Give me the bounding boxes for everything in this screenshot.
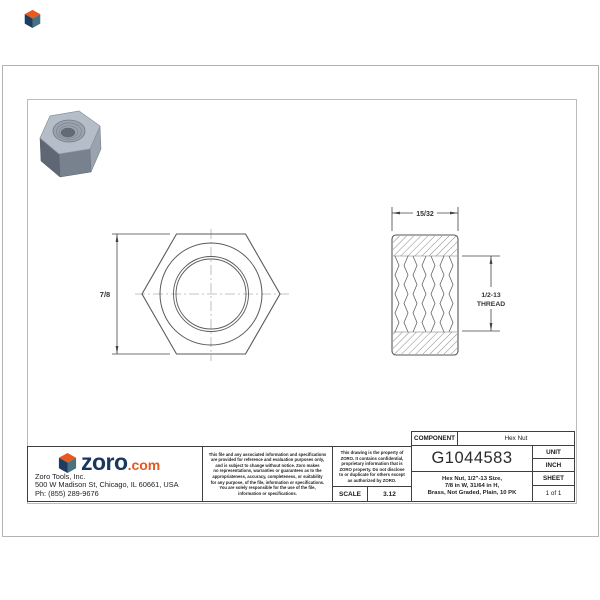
front-view (135, 229, 289, 361)
legal-line: and is subject to change without notice. Zoro makes (215, 462, 320, 468)
zoro-cube-icon (23, 8, 42, 29)
legal-line: appropriateness, accuracy, completeness, or suitability (212, 474, 323, 479)
scale-label: SCALE (333, 487, 368, 501)
property-line: This drawing is the property of (340, 450, 404, 455)
front-width-label: 7/8 (99, 290, 111, 299)
property-line: to or duplicate for others except (339, 472, 405, 477)
company-phone: Ph: (855) 289-9676 (35, 488, 99, 498)
sheet-value: 1 of 1 (545, 490, 562, 497)
legal-line: no representations, warranties or guarantees as to the (213, 468, 322, 474)
side-view (392, 235, 458, 355)
zoro-logo (81, 449, 160, 476)
hex-nut-3d-render (40, 111, 101, 177)
component-value: Hex Nut (504, 435, 528, 442)
component-row (412, 432, 574, 446)
thread-label-line1: 1/2-13 (481, 292, 501, 299)
title-block-right (411, 431, 575, 502)
zoro-logo-cube-icon (57, 451, 78, 474)
property-notice (333, 447, 411, 487)
description-line: 7/8 in W, 31/64 in H, (444, 483, 500, 490)
unit-label: UNIT (533, 446, 574, 459)
description-line: Brass, Not Graded, Plain, 10 PK (427, 489, 517, 496)
title-block-left (27, 446, 411, 502)
property-line: as authorized by ZORO. (347, 477, 397, 483)
sheet-label: SHEET (533, 472, 574, 486)
legal-notice (203, 447, 333, 501)
company-address (35, 473, 179, 498)
logo-cell (28, 447, 203, 501)
property-line: ZORO property. Do not disclose (339, 466, 405, 472)
unit-value: INCH (533, 459, 574, 472)
thread-dimension (462, 256, 505, 331)
legal-line: This file and any associated information and specifications (208, 451, 327, 457)
legal-line: information or specifications. (238, 490, 297, 496)
scale-value: 3.12 (383, 490, 396, 498)
company-street: 500 W Madison St, Chicago, IL 60661, USA (35, 480, 179, 490)
legal-line: You are solely responsible for the use of the file, (219, 485, 316, 491)
logo-brand-text: zoro (81, 449, 128, 475)
scale-row (333, 487, 411, 501)
property-line: proprietary information that is (341, 461, 403, 466)
side-thickness-dimension (392, 207, 458, 231)
company-name: Zoro Tools, Inc. (35, 472, 86, 481)
thread-label-line2: THREAD (476, 301, 506, 308)
legal-line: for any purpose, of the file, information or specifications. (210, 479, 325, 485)
part-description (412, 472, 532, 501)
description-line: Hex Nut, 1/2"-13 Size, (441, 476, 503, 483)
legal-line: are provided for reference and evaluation purposes only, (210, 457, 324, 463)
logo-tld-text: .com (127, 457, 161, 473)
side-thickness-label: 15/32 (416, 211, 434, 218)
property-notice-cell (333, 447, 411, 501)
thread-profile (395, 256, 453, 332)
component-label: COMPONENT (412, 432, 458, 445)
part-number: G1044583 (412, 446, 532, 472)
property-line: ZORO. It contains confidential, (340, 455, 404, 461)
